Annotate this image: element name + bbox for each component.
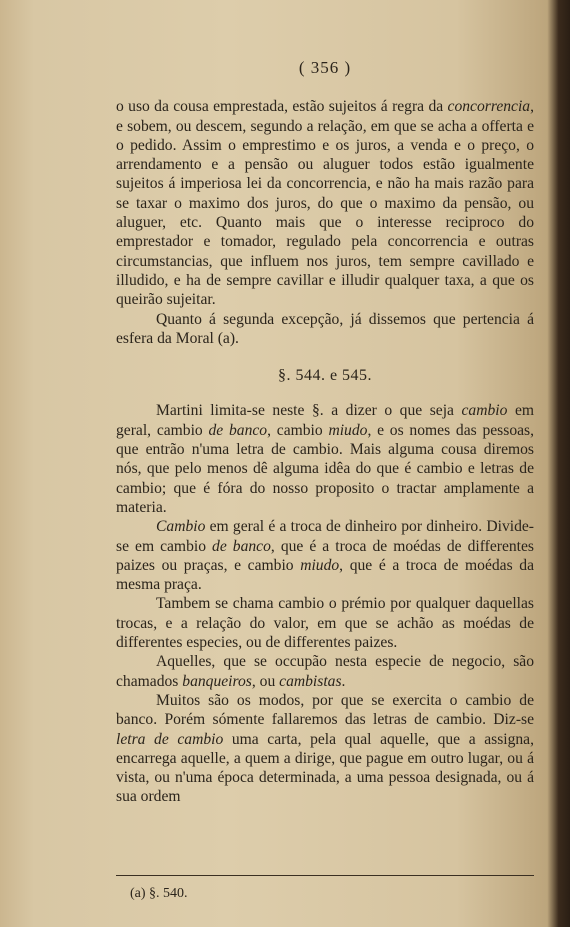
page-number: ( 356 ) (298, 58, 352, 77)
italic-text: banqueiros (182, 672, 252, 690)
text-run: o uso da cousa emprestada, estão sujeitos á regra da (116, 98, 448, 116)
paragraph (116, 310, 534, 349)
paragraph (116, 691, 534, 807)
italic-text: de banco (208, 421, 268, 439)
text-run: Quanto á segunda excepção, já dissemos que pertencia á esfera da Moral (a). (116, 310, 534, 347)
paragraphs-upper (116, 97, 534, 348)
text-run: Muitos são os modos, por que se exercita o cambio de banco. Porém sómente fallaremos das letras de cambio. Diz-se (116, 691, 534, 729)
text-run: , ou (251, 672, 280, 690)
footnote-divider (116, 875, 534, 876)
text-run: , e os nomes das pessoas, que entrão n'uma letra de cambio. Mais alguma cousa diremos nós, que pelo menos dê alguma idêa do que é cambio e letras de cambio; que é fóra do nosso proposito o tractar amplamente a materia. (116, 421, 535, 516)
italic-text: Cambio (156, 518, 206, 536)
text-run: em geral, cambio (116, 402, 534, 439)
text-run: Tambem se chama cambio o prémio por qualquer daquellas trocas, e a relação do valor, em que se achão as moédas de differentes especies, ou de differentes paizes. (116, 595, 534, 652)
italic-text: letra de cambio (116, 730, 224, 748)
text-run: , que é a troca de moédas da mesma praça. (116, 556, 534, 594)
paragraph (116, 652, 534, 691)
paragraph (116, 97, 534, 309)
paragraphs-lower (116, 401, 534, 806)
italic-text: cambistas (279, 672, 342, 690)
paragraph (116, 594, 534, 652)
italic-text: de banco (212, 537, 271, 555)
text-run: uma carta, pela qual aquelle, que a assigna, encarrega aquelle, a quem a dirige, que pague em outro lugar, ou á vista, ou n'uma época determinada, a uma pessoa designada, ou á sua ordem (116, 730, 535, 806)
text-run: . (341, 672, 346, 690)
italic-text: concorrencia (447, 98, 531, 116)
italic-text: miudo (300, 556, 340, 574)
footnote: (a) §. 540. (130, 886, 188, 901)
text-run: , cambio (267, 421, 329, 439)
text-run: , que é a troca de moédas de differentes paizes ou praças, e cambio (116, 537, 534, 574)
italic-text: cambio (461, 402, 508, 420)
italic-text: miudo (328, 421, 368, 439)
page-text (116, 58, 534, 807)
text-run: Aquelles, que se occupão nesta especie de negocio, são chamados (116, 653, 534, 690)
text-run: Martini limita-se neste §. a dizer o que seja (156, 402, 462, 420)
paragraph (116, 401, 534, 517)
text-run: em geral é a troca de dinheiro por dinheiro. Divide-se em cambio (116, 518, 534, 555)
text-run: , e sobem, ou descem, segundo a relação, em que se acha a offerta e o pedido. Assim o emprestimo e os juros, a venda e o preço, o arrendamento e a pensão ou aluguer todos estão igualmente sujeitos á imperiosa lei da concorrencia, e não ha mais razão para se taxar o maximo dos juros, do que o maximo da pensão, ou aluguer, etc. Quanto mais que o interesse reciproco do emprestador e tomador, regulado pela concorrencia e outras circumstancias, que influem nos juros, tem sempre cavillado e illudido, e ha de sempre cavillar e illudir qualquer taxa, a que os queirão sujeitar. (116, 98, 534, 309)
paragraph (116, 517, 534, 594)
section-heading: §. 544. e 545. (277, 367, 373, 385)
